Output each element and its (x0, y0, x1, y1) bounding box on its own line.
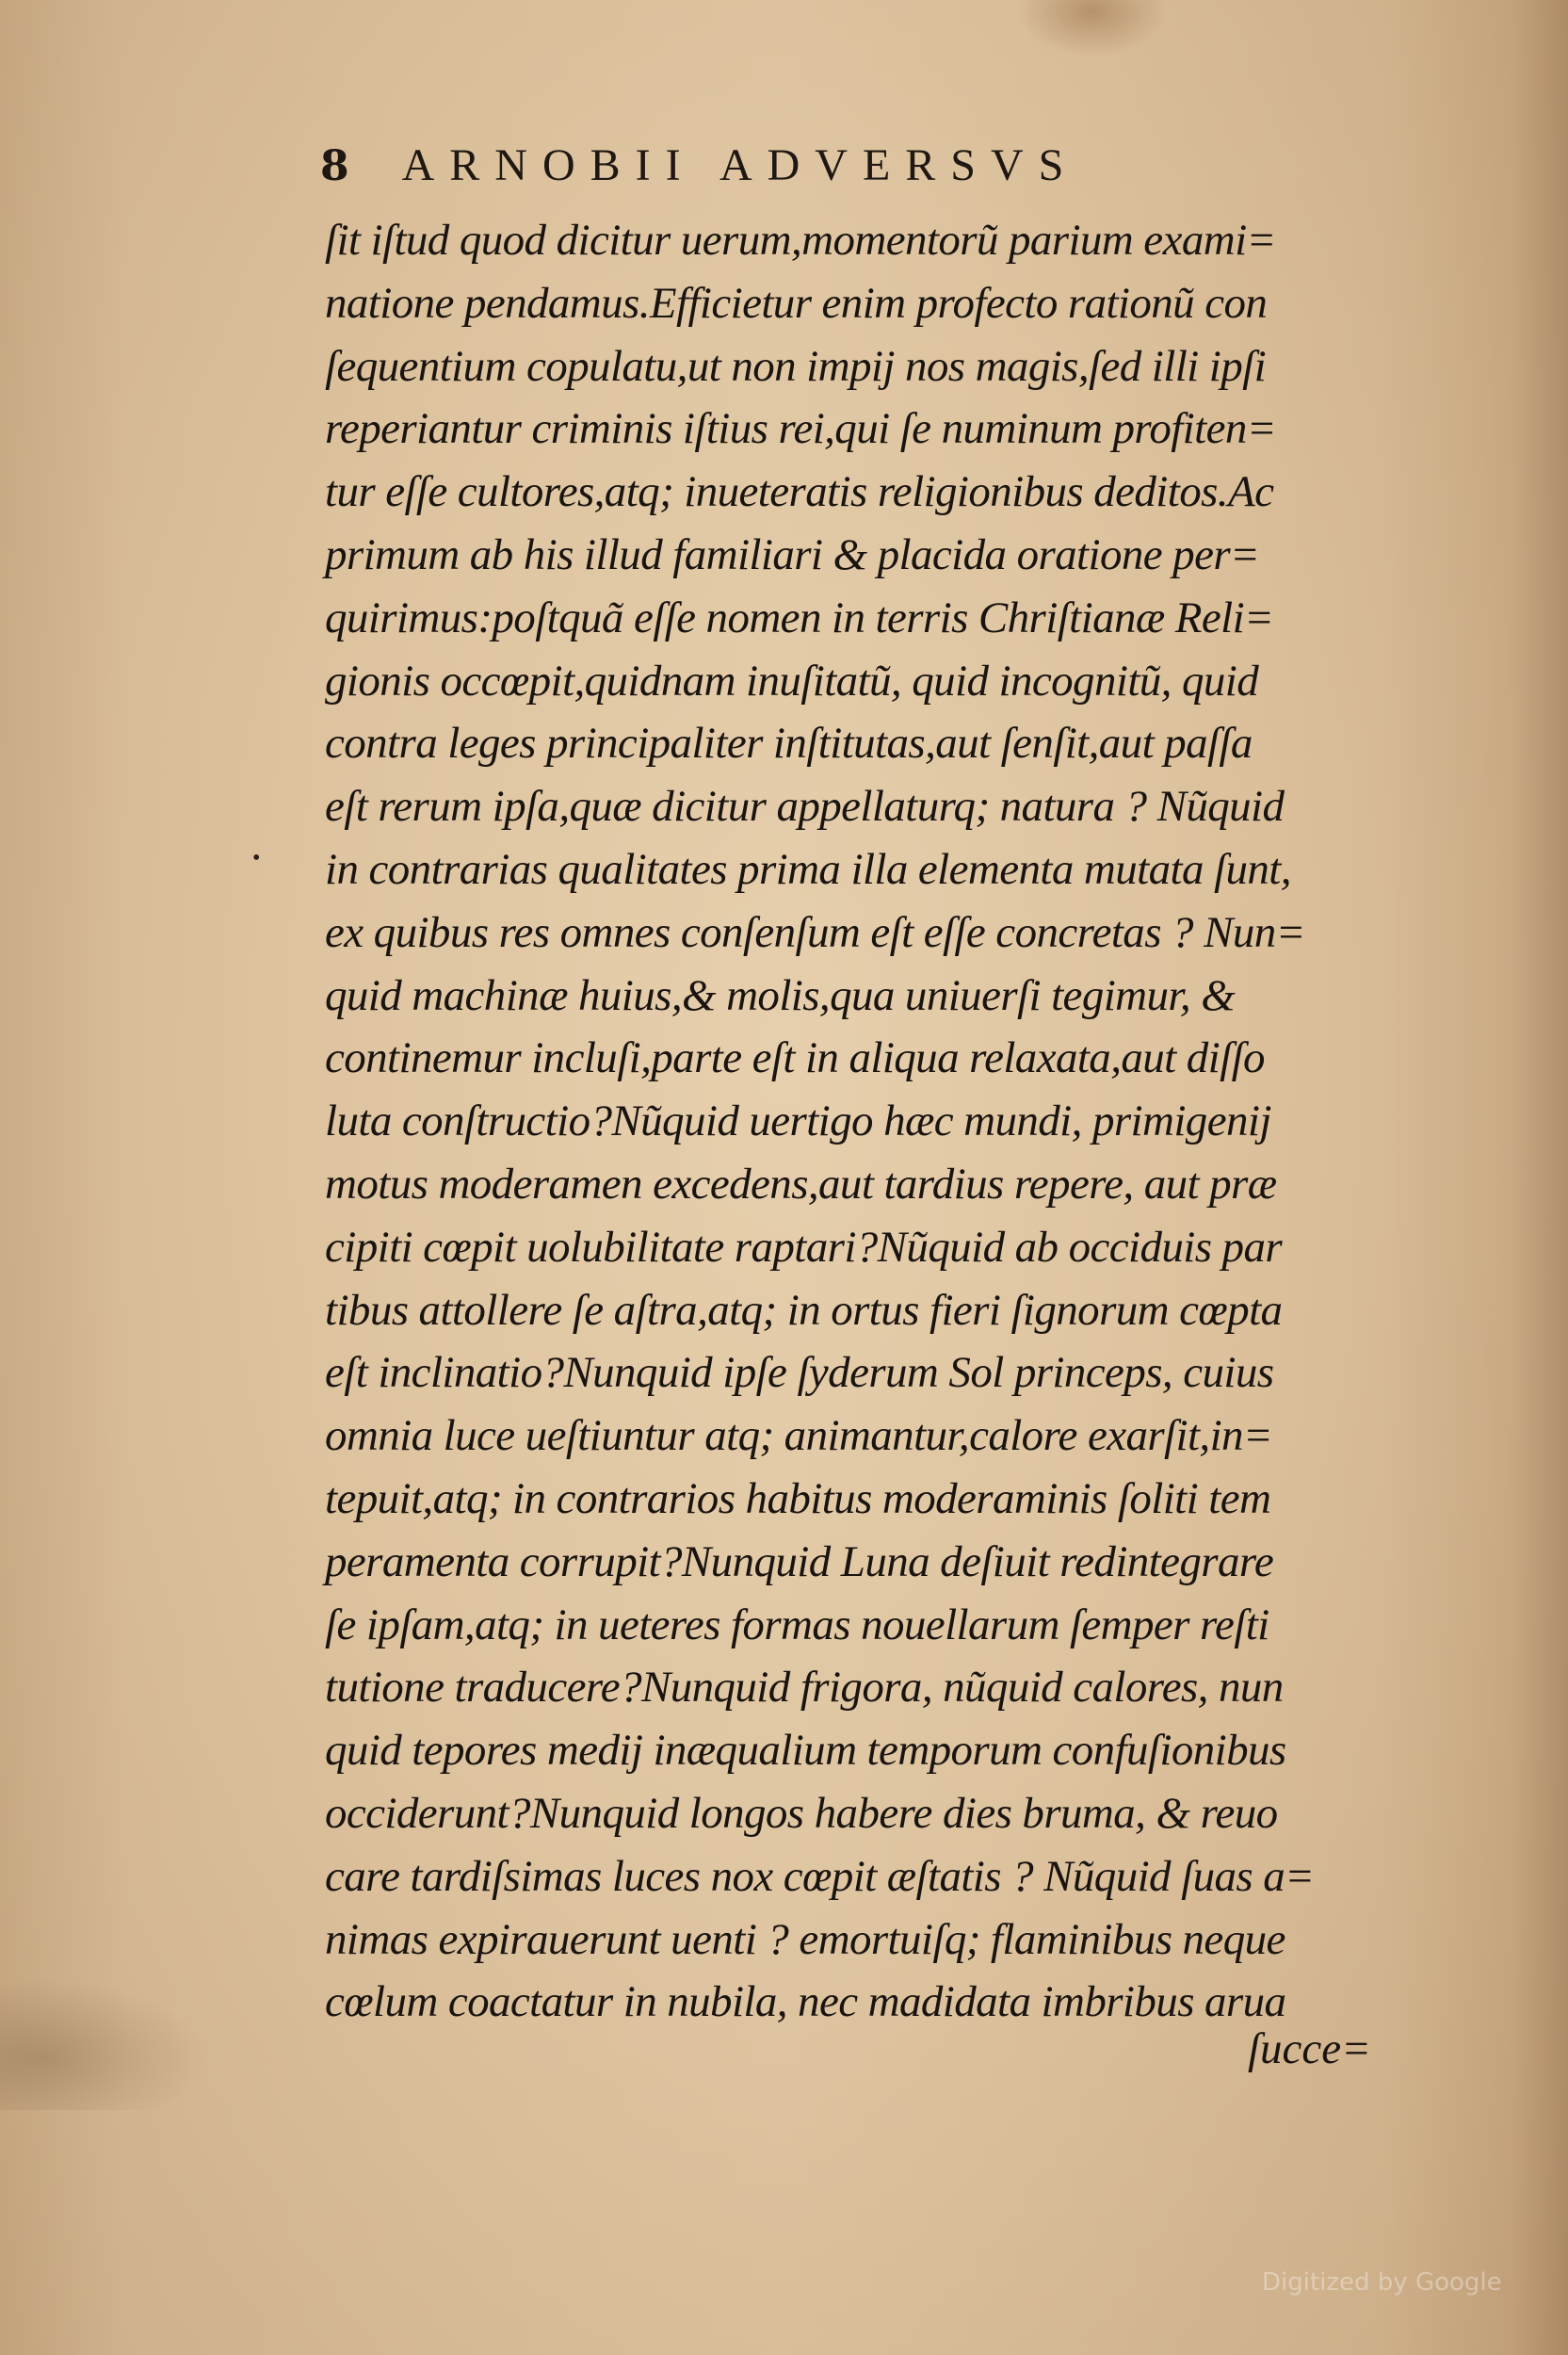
body-text (325, 209, 1380, 2034)
digitization-watermark: Digitized by Google (1262, 2268, 1502, 2297)
page-edge-shadow (1511, 0, 1568, 2355)
text-line: tepuit,atq; in contrarios habitus moderaminis ſoliti tem (325, 1473, 1271, 1523)
text-line: eſt rerum ipſa,quæ dicitur appellaturq; natura ? Nũquid (325, 782, 1285, 832)
text-line: quid machinæ huius,& molis,qua uniuerſi tegimur, & (325, 970, 1236, 1020)
running-head: ARNOBII ADVERSVS (401, 140, 1079, 190)
catchword: ſucce= (1248, 2024, 1371, 2073)
text-line: in contrarias qualitates prima illa elementa mutata ſunt, (325, 844, 1291, 894)
text-line: quid tepores medij inæqualium temporum confuſionibus (325, 1726, 1286, 1776)
text-line: ſit iſtud quod dicitur uerum,momentorũ parium exami= (325, 216, 1276, 265)
text-line: natione pendamus.Efficietur enim profecto rationũ con (325, 278, 1268, 328)
text-line: luta conſtructio?Nũquid uertigo hæc mundi, primigenij (325, 1096, 1271, 1146)
text-line: ſe ipſam,atq; in ueteres formas nouellarum ſemper reſti (325, 1600, 1269, 1649)
text-line: tibus attollere ſe aſtra,atq; in ortus fieri ſignorum cœpta (325, 1285, 1283, 1335)
text-line: continemur incluſi,parte eſt in aliqua relaxata,aut diſſo (325, 1033, 1265, 1083)
margin-mark: • (252, 846, 261, 870)
text-line: cipiti cœpit uolubilitate raptari?Nũquid ab occiduis par (325, 1222, 1283, 1272)
text-line: eſt inclinatio?Nunquid ipſe ſyderum Sol princeps, cuius (325, 1348, 1274, 1398)
text-line: reperiantur criminis iſtius rei,qui ſe numinum profiten= (325, 404, 1276, 454)
text-line: peramenta corrupit?Nunquid Luna deſiuit redintegrare (325, 1536, 1274, 1586)
text-line: ex quibus res omnes conſenſum eſt eſſe concretas ? Nun= (325, 907, 1305, 957)
text-line: primum ab his illud familiari & placida oratione per= (325, 529, 1260, 579)
text-line: tur eſſe cultores,atq; inueteratis religionibus deditos.Ac (325, 467, 1274, 517)
page-number: 8 (320, 142, 349, 190)
paper-stain (1017, 0, 1168, 57)
text-line: occiderunt?Nunquid longos habere dies bruma, & reuo (325, 1788, 1278, 1838)
text-line: tutione traducere?Nunquid frigora, nũquid calores, nun (325, 1663, 1284, 1713)
page-header (320, 139, 1281, 196)
text-line: omnia luce ueſtiuntur atq; animantur,calore exarſit,in= (325, 1411, 1273, 1461)
paper-stain (0, 1978, 207, 2110)
text-line: cœlum coactatur in nubila, nec madidata imbribus arua (325, 1977, 1286, 2027)
text-line: motus moderamen excedens,aut tardius repere, aut præ (325, 1159, 1277, 1209)
text-line: ſequentium copulatu,ut non impij nos magis,ſed illi ipſi (325, 341, 1267, 391)
text-line: gionis occœpit,quidnam inuſitatũ, quid incognitũ, quid (325, 656, 1259, 706)
text-line: quirimus:poſtquã eſſe nomen in terris Chriſtianæ Reli= (325, 593, 1274, 642)
text-line: nimas expirauerunt uenti ? emortuiſq; flaminibus neque (325, 1914, 1285, 1964)
text-line: care tardiſsimas luces nox cœpit æſtatis ? Nũquid ſuas a= (325, 1851, 1315, 1901)
text-line: contra leges principaliter inſtitutas,aut ſenſit,aut paſſa (325, 719, 1253, 769)
